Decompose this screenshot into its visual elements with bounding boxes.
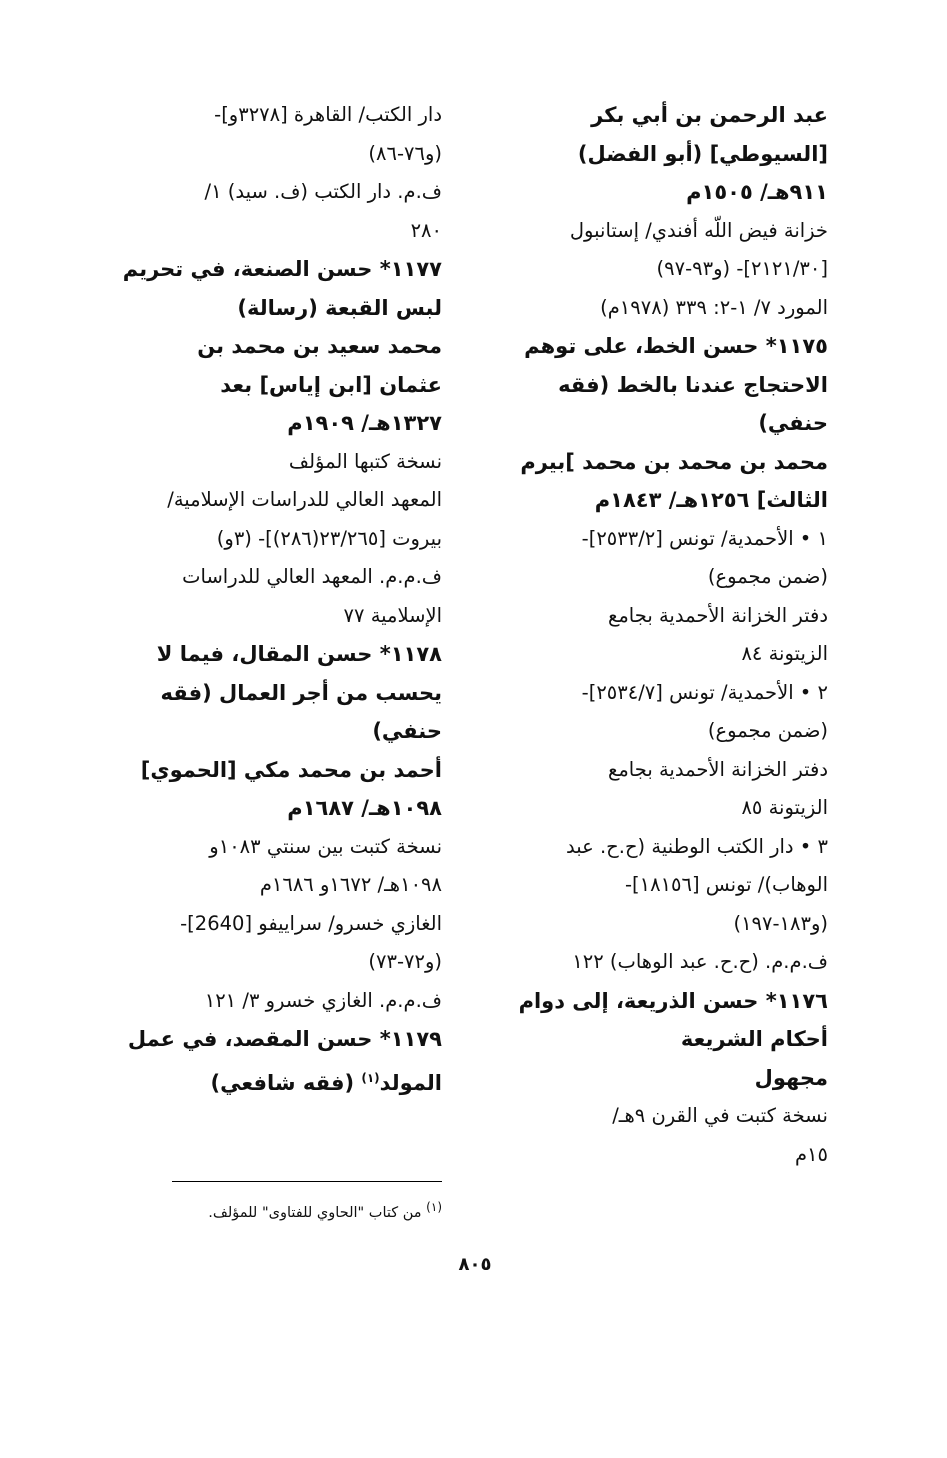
line-text: الزيتونة ٨٥ [741, 796, 828, 819]
line-text: نسخة كتبت في القرن ٩هـ/ [612, 1104, 828, 1127]
line-text: ١١٧٧* حسن الصنعة، في تحريم [122, 257, 442, 281]
left-column-line [108, 289, 442, 328]
left-column-line [108, 905, 442, 944]
line-text: ٢ • الأحمدية/ تونس [٢٥٣٤/٧]- [581, 680, 828, 704]
line-text: (ضمن مجموع) [707, 565, 828, 588]
left-column-line [108, 751, 442, 790]
footnote [172, 1196, 442, 1224]
line-text: الزيتونة ٨٤ [741, 642, 828, 665]
line-text: ف.م.م. المعهد العالي للدراسات [182, 565, 442, 588]
right-column-line [494, 674, 828, 713]
line-text: ١٥م [794, 1142, 828, 1166]
line-text: (ضمن مجموع) [707, 719, 828, 742]
left-column-line [108, 1059, 442, 1098]
line-text: دفتر الخزانة الأحمدية بجامع [607, 603, 828, 627]
right-column-line [494, 982, 828, 1021]
left-column-line [108, 404, 442, 443]
right-column-line [494, 712, 828, 751]
line-text: [السيوطي] (أبو الفضل) [577, 141, 828, 166]
line-text: بيروت [٢٣/٢٦٥(٢٨٦)]- (٣و) [216, 526, 442, 550]
left-column-line [108, 674, 442, 713]
line-text: محمد بن محمد بن محمد ]بيرم [520, 449, 828, 474]
right-column-line [494, 905, 828, 944]
line-text: الغازي خسرو/ سراييفو [2640]- [180, 911, 442, 935]
left-column-line [108, 250, 442, 289]
right-column-line [494, 289, 828, 328]
left-column-line [108, 481, 442, 520]
line-text: خزانة فيض اللّه أفندي/ إستانبول [569, 218, 828, 242]
line-text: (و١٨٣-١٩٧) [733, 911, 828, 935]
line-text: [٢١٢١/٣٠]- (و٩٣-٩٧) [656, 257, 828, 280]
line-text: عبد الرحمن بن أبي بكر [591, 103, 828, 127]
line-text: ١١٧٦* حسن الذريعة، إلى دوام [518, 988, 828, 1013]
line-text: الاحتجاج عندنا بالخط (فقه [558, 372, 828, 397]
line-text: (و٧٦-٨٦) [368, 141, 442, 165]
right-column-line [494, 366, 828, 405]
left-column-line [108, 173, 442, 212]
left-column-line [108, 443, 442, 482]
right-column-line [494, 173, 828, 212]
line-text: دار الكتب/ القاهرة [٣٢٧٨و]- [214, 103, 442, 126]
left-column-line [108, 212, 442, 251]
right-column-line [494, 828, 828, 867]
line-text: يحسب من أجر العمال (فقه [160, 680, 442, 705]
line-text: المولد [379, 1070, 442, 1095]
left-column [108, 96, 442, 1097]
right-column-line [494, 520, 828, 559]
line-text: ١٠٩٨هـ/ ١٦٨٧م [287, 796, 442, 820]
line-text: ٢٨٠ [410, 218, 442, 242]
right-column-line [494, 597, 828, 636]
line-text: دفتر الخزانة الأحمدية بجامع [607, 757, 828, 781]
right-column-line [494, 866, 828, 905]
line-text: مجهول [754, 1065, 828, 1090]
left-column-line [108, 789, 442, 828]
left-column-line [108, 943, 442, 982]
right-column-line [494, 751, 828, 790]
line-text: أحمد بن محمد مكي [الحموي] [140, 757, 442, 782]
line-text: عثمان [ابن إياس] بعد [220, 372, 442, 397]
right-column-line [494, 404, 828, 443]
line-text: ١١٧٥* حسن الخط، على توهم [524, 334, 828, 358]
right-column-line [494, 789, 828, 828]
line-text: حنفي) [372, 719, 442, 743]
left-column-line [108, 635, 442, 674]
left-column-line [108, 866, 442, 905]
line-text: ١ • الأحمدية/ تونس [٢٥٣٣/٢]- [581, 526, 828, 550]
footnote-marker: (١) [426, 1200, 442, 1214]
right-column-line [494, 1020, 828, 1059]
left-column-line [108, 327, 442, 366]
line-text: ف.م.م. (ح.ح. عبد الوهاب) ١٢٢ [572, 950, 828, 973]
right-column-line [494, 96, 828, 135]
line-text: محمد سعيد بن محمد بن [197, 334, 442, 358]
line-text: نسخة كتبها المؤلف [288, 449, 442, 473]
left-column-line [108, 1020, 442, 1059]
left-column-line [108, 96, 442, 135]
line-text: أحكام الشريعة [680, 1027, 828, 1051]
left-column-line [108, 597, 442, 636]
right-column-line [494, 212, 828, 251]
line-text: ٩١١هـ/ ١٥٠٥م [686, 180, 828, 204]
line-text: ف.م.م. الغازي خسرو ٣/ ١٢١ [204, 988, 442, 1012]
right-column-line [494, 635, 828, 674]
left-column-line [108, 828, 442, 867]
right-column-line [494, 443, 828, 482]
line-text: ٣ • دار الكتب الوطنية (ح.ح. عبد [566, 834, 828, 858]
left-column-line [108, 135, 442, 174]
line-text: الوهاب)/ تونس [١٨١٥٦]- [624, 873, 828, 896]
line-text: نسخة كتبت بين سنتي ١٠٨٣و [209, 834, 442, 858]
right-column-line [494, 481, 828, 520]
footnote-separator [172, 1181, 442, 1182]
line-text: المعهد العالي للدراسات الإسلامية/ [167, 488, 442, 511]
right-column-line [494, 250, 828, 289]
page-number: ٨٠٥ [458, 1254, 492, 1275]
line-text: ١١٧٩* حسن المقصد، في عمل [127, 1027, 442, 1051]
line-text: ١١٧٨* حسن المقال، فيما لا [156, 642, 442, 666]
line-tail: (فقه شافعي) [210, 1070, 362, 1095]
left-column-line [108, 712, 442, 751]
left-column-line [108, 558, 442, 597]
line-text: لبس القبعة (رسالة) [237, 295, 442, 320]
line-text: (و٧٢-٧٣) [368, 950, 442, 973]
left-column-line [108, 982, 442, 1021]
right-column-line [494, 327, 828, 366]
right-column-line [494, 558, 828, 597]
left-column-line [108, 520, 442, 559]
right-column [494, 96, 828, 1174]
line-text: المورد ٧/ ١-٢: ٣٣٩ (١٩٧٨م) [600, 295, 828, 319]
line-text: ١٣٢٧هـ/ ١٩٠٩م [287, 411, 442, 435]
right-column-line [494, 943, 828, 982]
line-text: حنفي) [758, 411, 828, 435]
line-text: الإسلامية ٧٧ [343, 603, 442, 627]
line-text: ف.م. دار الكتب (ف. سيد) ١/ [204, 180, 442, 203]
left-column-line [108, 366, 442, 405]
right-column-line [494, 1059, 828, 1098]
right-column-line [494, 135, 828, 174]
right-column-line [494, 1136, 828, 1175]
line-text: ١٠٩٨هـ/ ١٦٧٢و ١٦٨٦م [259, 873, 442, 896]
right-column-line [494, 1097, 828, 1136]
footnote-text: من كتاب "الحاوي للفتاوى" للمؤلف. [208, 1204, 427, 1221]
footnote-ref: (١) [361, 1070, 380, 1085]
line-text: الثالث] ١٢٥٦هـ/ ١٨٤٣م [594, 488, 828, 512]
